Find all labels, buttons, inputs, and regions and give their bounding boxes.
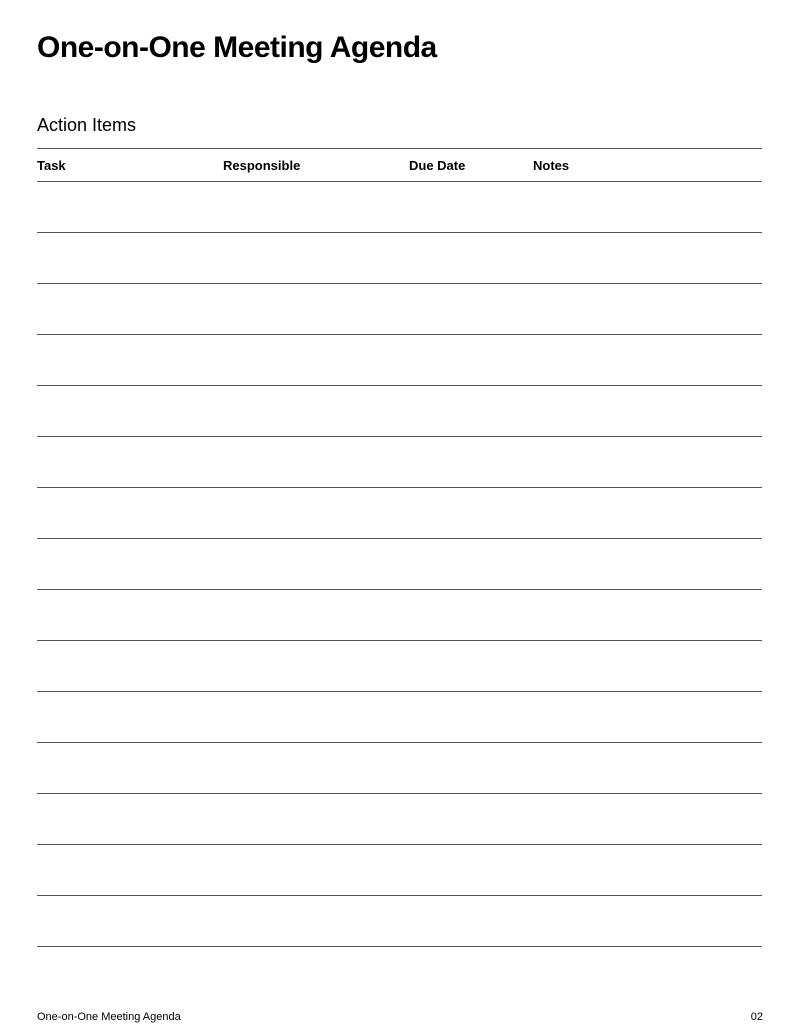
table-row (37, 437, 762, 488)
table-row (37, 743, 762, 794)
table-row (37, 896, 762, 947)
column-header-task: Task (37, 158, 66, 173)
footer-page-number: 02 (750, 1011, 763, 1023)
table-row (37, 590, 762, 641)
table-row (37, 539, 762, 590)
footer-title: One-on-One Meeting Agenda (37, 1011, 181, 1023)
section-title: Action Items (37, 115, 137, 135)
table-row (37, 794, 762, 845)
table-body (37, 182, 762, 947)
column-header-notes: Notes (533, 158, 570, 173)
table-row (37, 845, 762, 896)
action-items-table (37, 148, 762, 947)
table-row (37, 692, 762, 743)
column-header-due-date: Due Date (409, 158, 466, 173)
table-header-row (37, 148, 762, 182)
table-row (37, 182, 762, 233)
table-row (37, 386, 762, 437)
table-row (37, 641, 762, 692)
table-row (37, 335, 762, 386)
page-title: One-on-One Meeting Agenda (37, 31, 437, 64)
table-row (37, 488, 762, 539)
table-row (37, 233, 762, 284)
table-row (37, 284, 762, 335)
column-header-responsible: Responsible (223, 158, 301, 173)
